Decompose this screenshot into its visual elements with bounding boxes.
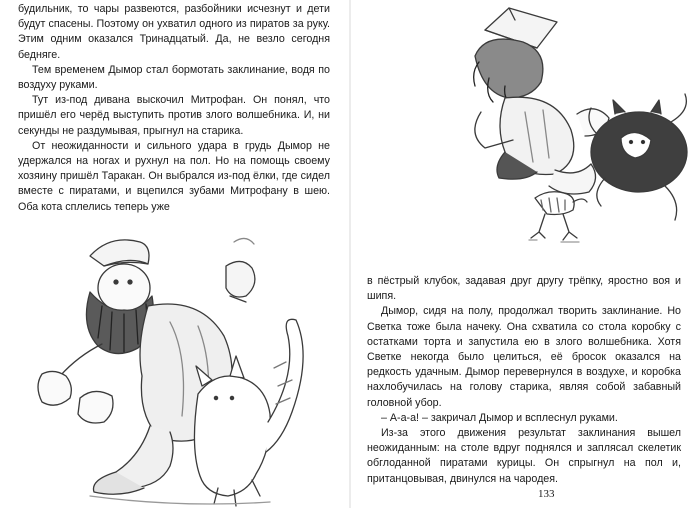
paragraph: будильник, то чары развеются, разбойники исчезнут и дети будут спасены. Поэтому он ухватил одного из пиратов за руку. Этим одним оказался Тринадцатый. Да, не везло сегодня бедняге. [18,3,330,61]
paragraph: Тем временем Дымор стал бормотать заклинание, водя по воздуху руками. [18,63,330,92]
page-number: 133 [538,488,555,500]
wizard-and-cat-illustration [20,226,340,508]
right-page [350,0,700,508]
paragraph: От неожиданности и сильного удара в грудь Дымор не удержался на ногах и рухнул на пол. Но на помощь своему хозяину пришёл Таракан. Он выбрался из-под ёлки, где сидел вместе с пиратами, и вцепился зубами Митрофану в шею. Оба кота сплелись теперь уже [18,139,330,213]
paragraph: Дымор, сидя на полу, продолжал творить заклинание. Но Светка тоже была начеку. Она схватила со стола коробку с остатками торта и запустила ею в злого волшебника. Хотя Светке некогда было целиться, её бросок оказался на редкость удачным. Дымор перевернулся в воздухе, и коробка нахлобучилась на голову старика, являя собой забавный головной убор. [367,305,681,409]
paragraph: в пёстрый клубок, задавая друг другу трёпку, яростно воя и шипя. [367,275,681,303]
paragraph: Из-за этого движения результат заклинания вышел неожиданным: на столе вдруг поднялся и заплясал скелетик обглоданной пиратами курицы. Он спрыгнул на пол и, пританцовывая, двинулся на чародея. [367,427,681,485]
wizard-fighting-cats-illustration [445,2,695,254]
paragraph: Тут из-под дивана выскочил Митрофан. Он понял, что пришёл его черёд выступить против злого волшебника. И, ни секунды не раздумывая, прыгнул на старика. [18,94,330,137]
left-text-block [18,2,330,215]
right-text-block [367,274,681,487]
paragraph: – А-а-а! – закричал Дымор и всплеснул руками. [381,411,618,424]
